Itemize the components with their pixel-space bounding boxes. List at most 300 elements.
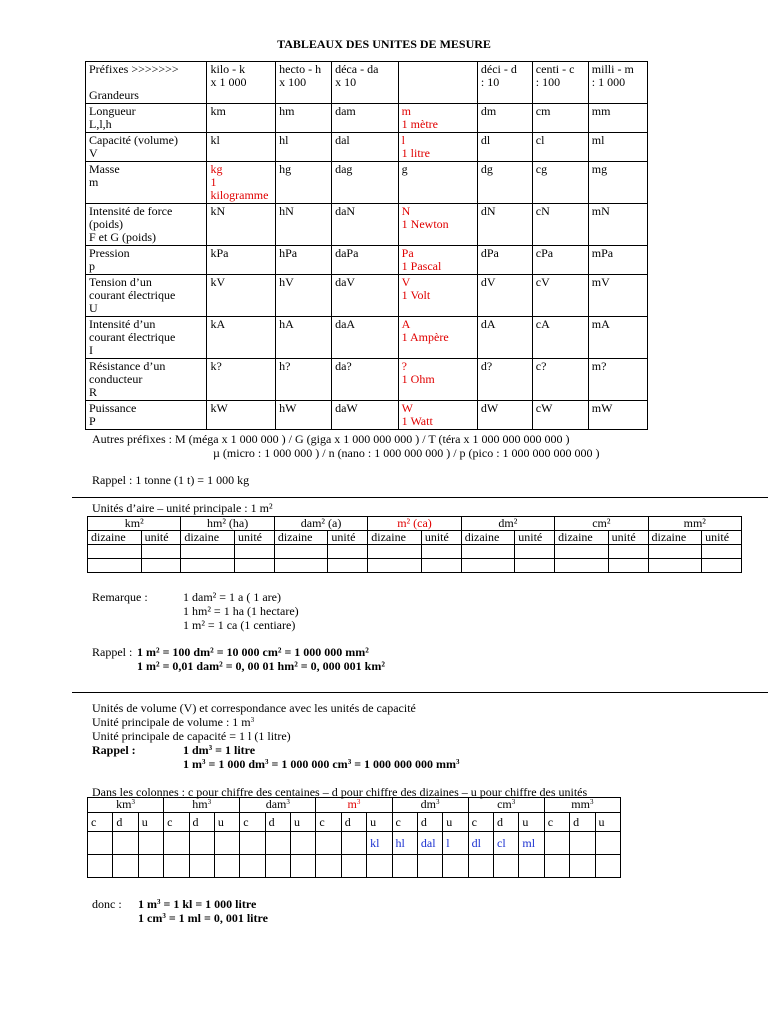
unite-cell: unité [608,531,648,545]
quantity-row [86,204,648,246]
aire-heading: Unités d’aire – unité principale : 1 m² [92,501,273,515]
volume-rappel-label: Rappel : [92,743,136,757]
unite-cell: unité [234,531,274,545]
volume-unit-header [544,798,620,813]
digit-header: c [240,813,265,832]
dizaine-cell: dizaine [88,531,142,545]
unit-cell [588,204,647,246]
digit-header: c [544,813,569,832]
quantity-name-line: Pression [89,246,130,260]
quantity-name-line: Puissance [89,401,137,415]
unit-text: dg [480,162,493,176]
aire-unit-header: hm² (ha) [181,517,274,531]
autres-prefixes-line1: Autres préfixes : M (méga x 1 000 000 ) / G (giga x 1 000 000 000 ) / T (téra x 1 000 000 000 000 ) [92,432,570,446]
capacity-cell: ml [519,832,544,855]
cube-exponent: 3 [356,798,361,806]
prefix-header [477,62,532,104]
unit-cell [332,275,399,317]
unit-text: hN [279,204,294,218]
unit-cell [532,401,588,430]
prefix-name: milli - m [591,62,634,76]
rappel-aire-line1: 1 m² = 100 dm² = 10 000 cm² = 1 000 000 mm² [137,645,369,659]
volume-cell [291,832,316,855]
prefix-factor: x 100 [279,75,307,89]
unit-text: cl [535,133,545,147]
digit-header: d [189,813,214,832]
quantity-name [86,275,207,317]
cube-exponent: 3 [435,798,440,806]
unit-text: dA [480,317,496,331]
aire-unit-header: mm² [648,517,741,531]
quantity-row [86,317,648,359]
unit-cell [276,275,332,317]
quantity-name [86,401,207,430]
unit-cell [477,104,532,133]
unit-text: dW [480,401,499,415]
quantity-name-line: courant électrique [89,288,176,302]
unit-cell [398,317,477,359]
aire-empty-row [88,545,742,559]
unit-text: m? [591,359,607,373]
divider [72,497,768,498]
unit-cell [332,246,399,275]
remarque-line: 1 m² = 1 ca (1 centiare) [183,618,296,632]
unit-cell [477,133,532,162]
unit-text: cPa [535,246,554,260]
unit-cell [332,133,399,162]
unit-text: daN [335,204,356,218]
volume-principal: Unité principale de volume : 1 $m^3$ [92,715,255,729]
empty-cell [519,855,544,878]
empty-cell [417,855,442,878]
unit-cell [276,359,332,401]
volume-cell [164,832,189,855]
digit-header: c [392,813,417,832]
unit-cell [276,162,332,204]
unit-cell [398,104,477,133]
empty-cell [461,545,515,559]
quantity-name [86,246,207,275]
prefix-name: kilo - k [210,62,246,76]
unit-cell [398,133,477,162]
unit-text: mV [591,275,610,289]
empty-cell [328,559,368,573]
unit-text: mg [591,162,608,176]
prefix-factor: x 10 [335,75,357,89]
volume-units-row [88,798,621,813]
volume-unit-text: dm [420,797,436,811]
dizaine-cell: dizaine [181,531,235,545]
unit-cell [588,162,647,204]
donc-label: donc : [92,897,122,911]
digit-header: u [214,813,239,832]
empty-cell [443,855,468,878]
unit-cell [207,104,276,133]
unit-cell [532,275,588,317]
capacity-cell: l [443,832,468,855]
unit-cell [532,162,588,204]
unit-text: kg [210,162,223,176]
header-label-cell [86,62,207,104]
empty-cell [316,855,341,878]
unit-cell [207,359,276,401]
quantity-name-line: U [89,301,98,315]
prefix-header [207,62,276,104]
header-row [86,62,648,104]
unit-text: hW [279,401,297,415]
remarque-label: Remarque : [92,590,148,604]
capacity-row [88,832,621,855]
volume-unit-header [468,798,544,813]
prefix-name: déci - d [480,62,517,76]
empty-cell [328,545,368,559]
volume-cell [265,832,290,855]
unit-cell [207,317,276,359]
digit-header: d [570,813,595,832]
unit-text: hl [279,133,289,147]
unit-text: dl [480,133,491,147]
cube-exponent: 3 [589,798,594,806]
colonnes-legend: Dans les colonnes : c pour chiffre des centaines – d pour chiffre des dizaines – u pour chiffre des unités [92,785,588,799]
volume-unit-text: cm [497,797,512,811]
empty-cell [544,855,569,878]
unit-cell [276,133,332,162]
digit-header: d [113,813,138,832]
unit-cell [398,359,477,401]
prefix-header [398,62,477,104]
unit-cell [398,401,477,430]
empty-cell [515,559,555,573]
unit-cell [588,359,647,401]
aire-unit-header: m² (ca) [368,517,461,531]
unit-text: mm [591,104,611,118]
unit-text: 1 Volt [401,288,431,302]
empty-cell [368,559,422,573]
unit-text: W [401,401,413,415]
aire-unit-header: dm² [461,517,554,531]
unit-cell [532,133,588,162]
digit-header: u [138,813,163,832]
dizaine-cell: dizaine [461,531,515,545]
volume-cell [341,832,366,855]
unit-cell [276,401,332,430]
unit-text: da? [335,359,352,373]
empty-cell [608,545,648,559]
empty-cell [570,855,595,878]
unit-cell [207,401,276,430]
unite-cell: unité [421,531,461,545]
grandeurs-label: Grandeurs [89,88,139,102]
digit-header: c [468,813,493,832]
empty-cell [341,855,366,878]
digit-header: c [88,813,113,832]
unit-text: mA [591,317,610,331]
rappel-tonne: Rappel : 1 tonne (1 t) = 1 000 kg [92,473,250,487]
empty-cell [595,855,621,878]
unit-text: cm [535,104,551,118]
rappel-aire-label: Rappel : [92,645,133,659]
unit-cell [207,275,276,317]
capacite-principal: Unité principale de capacité = 1 l (1 litre) [92,729,291,743]
unit-text: 1 kilogramme [210,175,269,202]
quantity-row [86,133,648,162]
donc-line2: 1 $cm^3 = 1$ ml = 0, 001 litre [138,911,268,925]
quantity-name-line: Capacité (volume) [89,133,178,147]
empty-cell [702,559,742,573]
unit-text: kV [210,275,226,289]
digit-header: d [341,813,366,832]
capacity-cell: dal [417,832,442,855]
unit-text: kl [210,133,220,147]
unit-cell [332,401,399,430]
unit-text: 1 Ohm [401,372,435,386]
empty-cell [421,559,461,573]
quantity-name-line: Intensité de force [89,204,173,218]
unit-text: h? [279,359,291,373]
empty-cell [291,855,316,878]
quantity-name-line: Résistance d’un [89,359,166,373]
volume-rappel-line2: 1 $m^3 = 1$ 000 $dm^3 = 1$ 000 000 $cm^3 = 1$ 000 000 000 $mm^3$ [183,757,460,771]
unite-cell: unité [328,531,368,545]
cube-exponent: 3 [131,798,135,806]
unit-text: 1 mètre [401,117,438,131]
unite-cell: unité [141,531,181,545]
quantity-name-line: F et G (poids) [89,230,156,244]
unit-cell [207,246,276,275]
prefix-name: déca - da [335,62,379,76]
quantity-name [86,133,207,162]
digit-header: u [367,813,392,832]
quantity-name [86,317,207,359]
empty-cell [189,855,214,878]
quantity-name-line: P [89,414,96,428]
unit-cell [332,317,399,359]
unit-text: V [401,275,411,289]
unit-cell [332,104,399,133]
capacity-cell: dl [468,832,493,855]
unit-text: hV [279,275,294,289]
quantity-row [86,104,648,133]
empty-cell [515,545,555,559]
volume-unit-header [392,798,468,813]
unit-cell [532,104,588,133]
empty-cell [608,559,648,573]
quantity-row [86,162,648,204]
volume-cell [214,832,239,855]
donc-line1: 1 $m^3 = 1$ kl = 1 000 litre [138,897,257,911]
unit-cell [477,246,532,275]
unit-cell [532,317,588,359]
aire-sub-row [88,531,742,545]
unit-text: c? [535,359,547,373]
unit-text: daW [335,401,358,415]
quantity-name [86,204,207,246]
prefix-factor: : 10 [480,75,500,89]
capacity-cell: hl [392,832,417,855]
quantity-row [86,275,648,317]
unit-text: hg [279,162,292,176]
unit-text: cV [535,275,550,289]
unit-cell [207,133,276,162]
empty-cell [214,855,239,878]
quantity-name-line: m [89,175,99,189]
digit-header: u [291,813,316,832]
unit-text: daPa [335,246,359,260]
volume-table [87,797,621,878]
unit-cell [332,359,399,401]
unit-text: m [401,104,411,118]
empty-cell [138,855,163,878]
empty-cell [88,545,142,559]
volume-cell [240,832,265,855]
volume-heading: Unités de volume (V) et correspondance avec les unités de capacité [92,701,416,715]
volume-unit-header [88,798,164,813]
empty-cell [421,545,461,559]
volume-unit-text: km [116,797,132,811]
unit-text: Pa [401,246,414,260]
empty-cell [468,855,493,878]
unit-cell [276,246,332,275]
volume-rappel-line1: 1 $dm^3 = 1$ litre [183,743,256,757]
unit-text: dm [480,104,497,118]
unit-text: kW [210,401,228,415]
unit-text: cA [535,317,550,331]
quantity-name-line: Tension d’un [89,275,152,289]
volume-cell [544,832,569,855]
empty-cell [274,559,328,573]
volume-cell [570,832,595,855]
rappel-aire-line2: 1 m² = 0,01 dam² = 0, 00 01 hm² = 0, 000 001 km² [137,659,385,673]
unite-cell: unité [702,531,742,545]
unit-cell [398,275,477,317]
unit-text: A [401,317,411,331]
unit-text: cN [535,204,550,218]
quantity-name-line: (poids) [89,217,123,231]
unit-text: kPa [210,246,229,260]
prefix-header [532,62,588,104]
empty-cell [240,855,265,878]
unit-cell [588,317,647,359]
volume-unit-text: dam [265,797,287,811]
unit-text: dN [480,204,496,218]
empty-cell [274,545,328,559]
aire-unit-header: km² [88,517,181,531]
unit-text: ? [401,359,407,373]
empty-cell [113,855,138,878]
unit-text: hA [279,317,294,331]
digit-header: u [519,813,544,832]
unit-text: dal [335,133,350,147]
empty-cell [461,559,515,573]
quantity-name-line: V [89,146,98,160]
unit-text: 1 Watt [401,414,433,428]
empty-cell [648,559,702,573]
volume-cell [595,832,621,855]
empty-cell [88,559,142,573]
empty-cell [494,855,519,878]
page-title: TABLEAUX DES UNITES DE MESURE [277,37,491,51]
unit-cell [477,162,532,204]
quantity-name-line: conducteur [89,372,143,386]
aire-empty-row [88,559,742,573]
volume-cell [189,832,214,855]
unit-text: g [401,162,408,176]
prefix-factor: : 1 000 [591,75,626,89]
unit-text: cg [535,162,548,176]
unit-text: 1 litre [401,146,430,160]
quantity-name-line: L,l,h [89,117,112,131]
volume-unit-text: mm [571,797,590,811]
digit-header: u [595,813,621,832]
unit-cell [477,275,532,317]
empty-cell [141,545,181,559]
quantity-name [86,104,207,133]
unit-cell [207,162,276,204]
empty-cell [181,559,235,573]
aire-unit-header: dam² (a) [274,517,367,531]
quantity-name-line: Longueur [89,104,136,118]
aire-table [87,516,742,573]
unit-text: hm [279,104,295,118]
unit-text: daV [335,275,356,289]
quantity-name-line: courant électrique [89,330,176,344]
empty-cell [88,855,113,878]
unit-text: km [210,104,226,118]
digit-header: u [443,813,468,832]
volume-unit-header [240,798,316,813]
unit-cell [588,401,647,430]
dizaine-cell: dizaine [274,531,328,545]
unit-text: daA [335,317,356,331]
unit-cell [207,204,276,246]
digit-header: d [417,813,442,832]
unit-text: cW [535,401,553,415]
empty-cell [368,545,422,559]
dizaine-cell: dizaine [368,531,422,545]
aire-unit-header: cm² [555,517,648,531]
quantity-name-line: Masse [89,162,120,176]
unit-cell [398,246,477,275]
unit-text: N [401,204,411,218]
unit-text: mPa [591,246,614,260]
volume-cell [138,832,163,855]
quantity-row [86,401,648,430]
unit-text: hPa [279,246,298,260]
dizaine-cell: dizaine [648,531,702,545]
prefix-name: hecto - h [279,62,322,76]
unit-cell [398,204,477,246]
unit-text: kA [210,317,226,331]
empty-cell [234,545,274,559]
unit-text: dag [335,162,353,176]
prefix-factor: : 100 [535,75,561,89]
unit-cell [532,204,588,246]
empty-cell [265,855,290,878]
quantity-name-line: I [89,343,93,357]
prefixes-label: Préfixes >>>>>>> [89,62,179,76]
unit-cell [588,104,647,133]
volume-cell [113,832,138,855]
empty-cell [234,559,274,573]
cube-exponent: 3 [286,798,290,806]
unit-text: 1 Pascal [401,259,442,273]
prefix-header [588,62,647,104]
unit-text: kN [210,204,226,218]
quantity-row [86,246,648,275]
unit-cell [477,359,532,401]
volume-unit-header [164,798,240,813]
volume-unit-header [316,798,392,813]
